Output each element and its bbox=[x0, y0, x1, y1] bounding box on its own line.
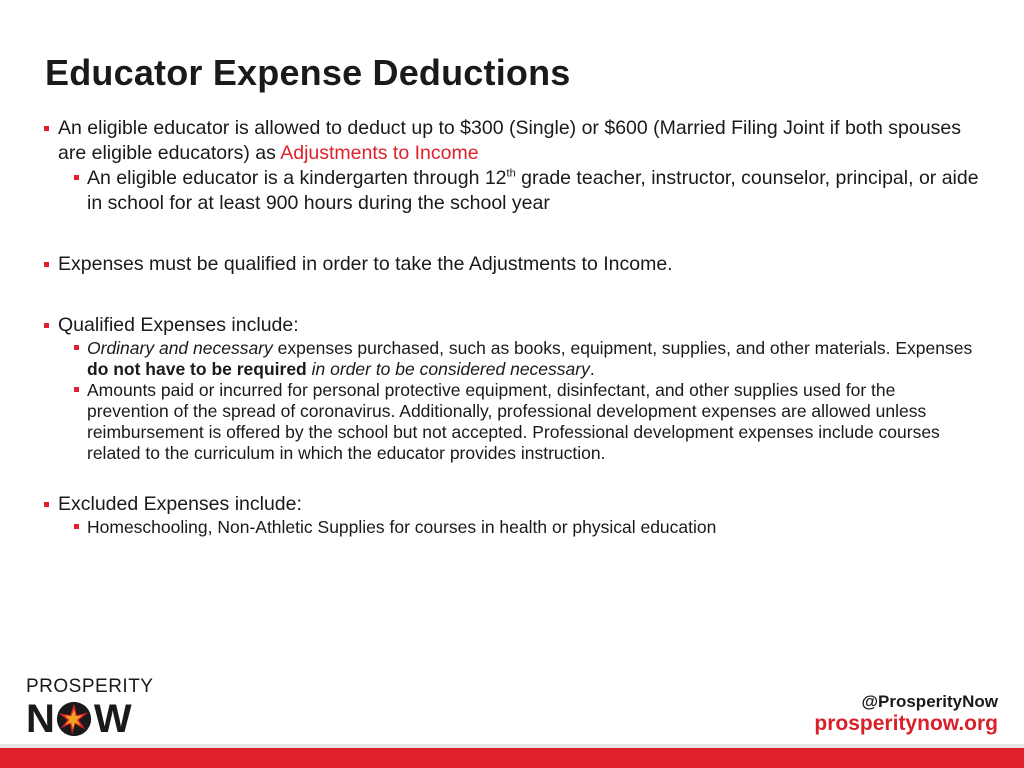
bullet-text: Homeschooling, Non-Athletic Supplies for courses in health or physical education bbox=[87, 517, 717, 537]
bullet-text: An eligible educator is allowed to deduct up to $300 (Single) or $600 (Married Filing Joint if both spouses are eligible educators) as bbox=[58, 117, 961, 164]
bullet-marker bbox=[44, 262, 49, 267]
website-url: prosperitynow.org bbox=[814, 712, 998, 735]
sub-bullet-ppe-and-development bbox=[87, 380, 979, 464]
sub-bullet-ordinary-necessary bbox=[87, 338, 979, 380]
bold-not-required: do not have to be required bbox=[87, 359, 307, 379]
social-handle: @ProsperityNow bbox=[861, 692, 998, 711]
bullet-text: Excluded Expenses include: bbox=[58, 493, 302, 515]
adjustments-to-income-highlight: Adjustments to Income bbox=[280, 142, 479, 164]
superscript-th: th bbox=[506, 167, 516, 180]
bullet-text-continued: grade teacher, instructor, counselor, principal, or aide in school for at least 900 hours during the school year bbox=[87, 167, 979, 214]
slide-content bbox=[0, 116, 1024, 538]
period: . bbox=[589, 359, 595, 379]
logo-prosperity-text: PROSPERITY bbox=[26, 676, 154, 697]
footer-bar bbox=[0, 748, 1024, 768]
bullet-text: Amounts paid or incurred for personal protective equipment, disinfectant, and other supplies used for the prevention of the spread of coronavirus. Additionally, professional development expenses are allowed unless reimbursement is offered by the school but not accepted. Professional development expenses include courses related to the curriculum in which the educator provides instruction. bbox=[87, 380, 940, 463]
logo-now-text bbox=[26, 699, 156, 739]
bullet-marker bbox=[44, 502, 49, 507]
bullet-marker bbox=[44, 126, 49, 131]
bullet-expenses-must-be-qualified bbox=[58, 252, 978, 277]
prosperity-now-logo bbox=[26, 676, 156, 741]
bullet-excluded-expenses bbox=[58, 492, 978, 517]
bullet-text: Expenses must be qualified in order to take the Adjustments to Income. bbox=[58, 253, 673, 275]
logo-letter-w: W bbox=[93, 697, 131, 741]
bullet-marker bbox=[74, 387, 79, 392]
bullet-text: Qualified Expenses include: bbox=[58, 314, 299, 336]
bullet-marker bbox=[74, 524, 79, 529]
bullet-marker bbox=[44, 323, 49, 328]
italic-ordinary-necessary: Ordinary and necessary bbox=[87, 338, 273, 358]
italic-considered-necessary: in order to be considered necessary bbox=[311, 359, 590, 379]
bullet-marker bbox=[74, 345, 79, 350]
bullet-text: An eligible educator is a kindergarten through 12 bbox=[87, 167, 507, 189]
bullet-qualified-expenses bbox=[58, 313, 978, 338]
sub-bullet-homeschooling bbox=[87, 517, 979, 538]
star-burst-icon bbox=[55, 700, 93, 738]
logo-letter-n: N bbox=[26, 697, 54, 741]
bullet-eligible-educator-deduction bbox=[58, 116, 978, 166]
bullet-marker bbox=[74, 175, 79, 180]
sub-bullet-eligible-educator-definition bbox=[87, 166, 979, 216]
slide-title: Educator Expense Deductions bbox=[45, 52, 571, 93]
bullet-text: expenses purchased, such as books, equipment, supplies, and other materials. Expenses bbox=[272, 338, 973, 358]
